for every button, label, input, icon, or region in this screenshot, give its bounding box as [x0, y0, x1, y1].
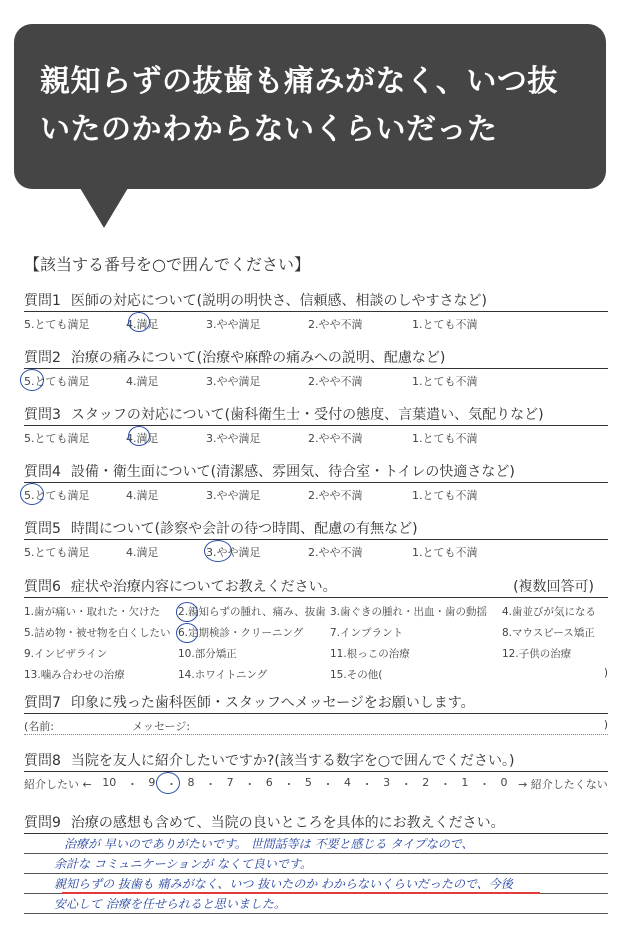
symptom-option[interactable]: 2.親知らずの腫れ、痛み、抜歯 [178, 606, 326, 618]
divider [24, 539, 608, 540]
question-number: 質問7 [24, 695, 61, 711]
scale-separator: ・ [244, 778, 256, 791]
scale-value[interactable]: 5 [304, 776, 312, 789]
divider [24, 713, 608, 714]
form-instruction: 【該当する番号を○で囲んでください】 [24, 255, 310, 274]
symptom-option[interactable]: 4.歯並びが気になる [502, 606, 597, 618]
question-6 [24, 578, 608, 682]
rating-options [24, 373, 608, 389]
message-label: メッセージ: [132, 720, 191, 733]
question-9 [24, 814, 608, 834]
symptom-option[interactable]: 5.詰め物・被せ物を白くしたい [24, 627, 171, 639]
symptom-other-close: ) [603, 667, 608, 679]
scale-value[interactable]: 8 [187, 776, 195, 789]
option-4[interactable]: 4.満足 [126, 489, 159, 502]
symptom-option[interactable]: 11.根っこの治療 [330, 648, 410, 660]
question-text: 治療の感想も含めて、当院の良いところを具体的にお教えください。 [70, 815, 505, 831]
rating-options [24, 544, 608, 560]
question-text: 設備・衛生面について(清潔感、雰囲気、待合室・トイレの快適さなど) [70, 464, 515, 480]
question-number: 質問6 [24, 579, 61, 595]
question-text: 時間について(診察や会計の待つ時間、配慮の有無など) [70, 521, 418, 537]
selection-circle [128, 312, 150, 332]
scale-value[interactable]: 4 [344, 776, 352, 789]
scale-value[interactable]: 9 [148, 776, 156, 789]
option-2[interactable]: 2.やや不満 [308, 318, 363, 331]
scale-value[interactable]: 10 [102, 776, 117, 789]
symptom-option[interactable]: 3.歯ぐきの腫れ・出血・歯の動揺 [330, 606, 488, 618]
selection-circle [204, 540, 232, 562]
symptom-option[interactable]: 12.子供の治療 [502, 648, 572, 660]
message-field[interactable] [24, 718, 608, 735]
divider [24, 771, 608, 772]
headline-line-2: いたのかわからないくらいだった [40, 112, 498, 147]
selection-circle [176, 602, 198, 622]
option-5[interactable]: 5.とても満足 [24, 489, 90, 502]
symptom-options [24, 604, 608, 682]
scale-value[interactable]: 3 [383, 776, 391, 789]
option-3[interactable]: 3.やや満足 [206, 375, 261, 388]
question-8 [24, 752, 608, 792]
question-text: 治療の痛みについて(治療や麻酔の痛みへの説明、配慮など) [70, 350, 446, 366]
option-4[interactable]: 4.満足 [126, 432, 159, 445]
option-1[interactable]: 1.とても不満 [412, 489, 478, 502]
scale-value[interactable]: 1 [461, 776, 469, 789]
scale-value[interactable]: 0 [500, 776, 508, 789]
option-5[interactable]: 5.とても満足 [24, 432, 90, 445]
scale-value[interactable]: 2 [422, 776, 430, 789]
option-5[interactable]: 5.とても満足 [24, 318, 90, 331]
question-2 [24, 349, 608, 389]
option-2[interactable]: 2.やや不満 [308, 489, 363, 502]
divider [24, 482, 608, 483]
symptom-option[interactable]: 8.マウスピース矯正 [502, 627, 595, 639]
option-3[interactable]: 3.やや満足 [206, 489, 261, 502]
scale-separator: ・ [439, 778, 451, 791]
selection-circle [20, 483, 44, 505]
survey-form [24, 252, 608, 911]
question-text: 当院を友人に紹介したいですか?(該当する数字を○で囲んでください。) [70, 753, 515, 769]
scale-separator: ・ [361, 778, 373, 791]
bubble-tail [80, 188, 128, 228]
question-4 [24, 463, 608, 503]
symptom-option[interactable]: 1.歯が痛い・取れた・欠けた [24, 606, 161, 618]
question-number: 質問5 [24, 521, 61, 537]
question-number: 質問8 [24, 753, 61, 769]
selection-circle [176, 623, 198, 643]
headline-line-1: 親知らずの抜歯も痛みがなく、いつ抜 [40, 64, 558, 99]
scale-separator: ・ [205, 778, 217, 791]
option-2[interactable]: 2.やや不満 [308, 432, 363, 445]
option-1[interactable]: 1.とても不満 [412, 432, 478, 445]
rating-options [24, 316, 608, 332]
option-4[interactable]: 4.満足 [126, 375, 159, 388]
divider [24, 597, 608, 598]
handwritten-answer [24, 834, 608, 914]
question-7 [24, 694, 608, 735]
message-close: ) [603, 718, 608, 731]
question-number: 質問2 [24, 350, 61, 366]
option-2[interactable]: 2.やや不満 [308, 375, 363, 388]
option-4[interactable]: 4.満足 [126, 546, 159, 559]
highlight-underline [62, 892, 540, 894]
divider [24, 311, 608, 312]
name-label: (名前: [24, 720, 54, 733]
scale-separator: ・ [283, 778, 295, 791]
selection-circle [156, 772, 180, 794]
question-number: 質問3 [24, 407, 61, 423]
symptom-option[interactable]: 10.部分矯正 [178, 648, 237, 660]
scale-left-label: 紹介したい ← [24, 778, 92, 791]
option-2[interactable]: 2.やや不満 [308, 546, 363, 559]
scale-separator: ・ [126, 778, 138, 791]
rating-options [24, 487, 608, 503]
option-3[interactable]: 3.やや満足 [206, 546, 261, 559]
question-number: 質問1 [24, 293, 61, 309]
handwriting-line: 余計な コミュニケーションが なくて良いです。 [24, 854, 608, 874]
question-text: スタッフの対応について(歯科衛生士・受付の態度、言葉遣い、気配りなど) [70, 407, 544, 423]
symptom-option[interactable]: 14.ホワイトニング [178, 669, 268, 681]
scale-separator: ・ [400, 778, 412, 791]
scale-right-label: → 紹介したくない [518, 778, 608, 791]
scale-value[interactable]: 6 [265, 776, 273, 789]
question-number: 質問4 [24, 464, 61, 480]
selection-circle [128, 426, 150, 446]
divider [24, 425, 608, 426]
symptom-option[interactable]: 13.噛み合わせの治療 [24, 669, 125, 681]
question-1 [24, 292, 608, 332]
question-text: 医師の対応について(説明の明快さ、信頼感、相談のしやすさなど) [70, 293, 488, 309]
handwriting-line: 親知らずの 抜歯も 痛みがなく、いつ 抜いたのか わからないくらいだったので、今後 [24, 874, 608, 894]
symptom-option[interactable]: 7.インプラント [330, 627, 404, 639]
headline-bubble [14, 24, 606, 189]
selection-circle [20, 369, 44, 391]
option-3[interactable]: 3.やや満足 [206, 432, 261, 445]
scale-separator: ・ [478, 778, 490, 791]
symptom-option[interactable]: 6.定期検診・クリーニング [178, 627, 304, 639]
option-1[interactable]: 1.とても不満 [412, 375, 478, 388]
option-3[interactable]: 3.やや満足 [206, 318, 261, 331]
option-1[interactable]: 1.とても不満 [412, 546, 478, 559]
multiple-answer-note: (複数回答可) [513, 579, 594, 595]
scale-separator: ・ [322, 778, 334, 791]
question-text: 印象に残った歯科医師・スタッフへメッセージをお願いします。 [70, 695, 475, 711]
symptom-option[interactable]: 9.インビザライン [24, 648, 108, 660]
question-5 [24, 520, 608, 560]
rating-options [24, 430, 608, 446]
symptom-option[interactable]: 15.その他( [330, 669, 383, 681]
option-5[interactable]: 5.とても満足 [24, 375, 90, 388]
handwriting-line: 治療が 早いのでありがたいです。 世間話等は 不要と感じる タイプなので、 [24, 834, 608, 854]
scale-value[interactable]: 7 [226, 776, 234, 789]
scale-separator: ・ [165, 778, 177, 791]
referral-scale [24, 776, 608, 792]
option-1[interactable]: 1.とても不満 [412, 318, 478, 331]
question-number: 質問9 [24, 815, 61, 831]
question-3 [24, 406, 608, 446]
option-5[interactable]: 5.とても満足 [24, 546, 90, 559]
option-4[interactable]: 4.満足 [126, 318, 159, 331]
divider [24, 368, 608, 369]
question-text: 症状や治療内容についてお教えください。 [70, 579, 337, 595]
handwriting-line: 安心して 治療を任せられると思いました。 [24, 894, 608, 914]
